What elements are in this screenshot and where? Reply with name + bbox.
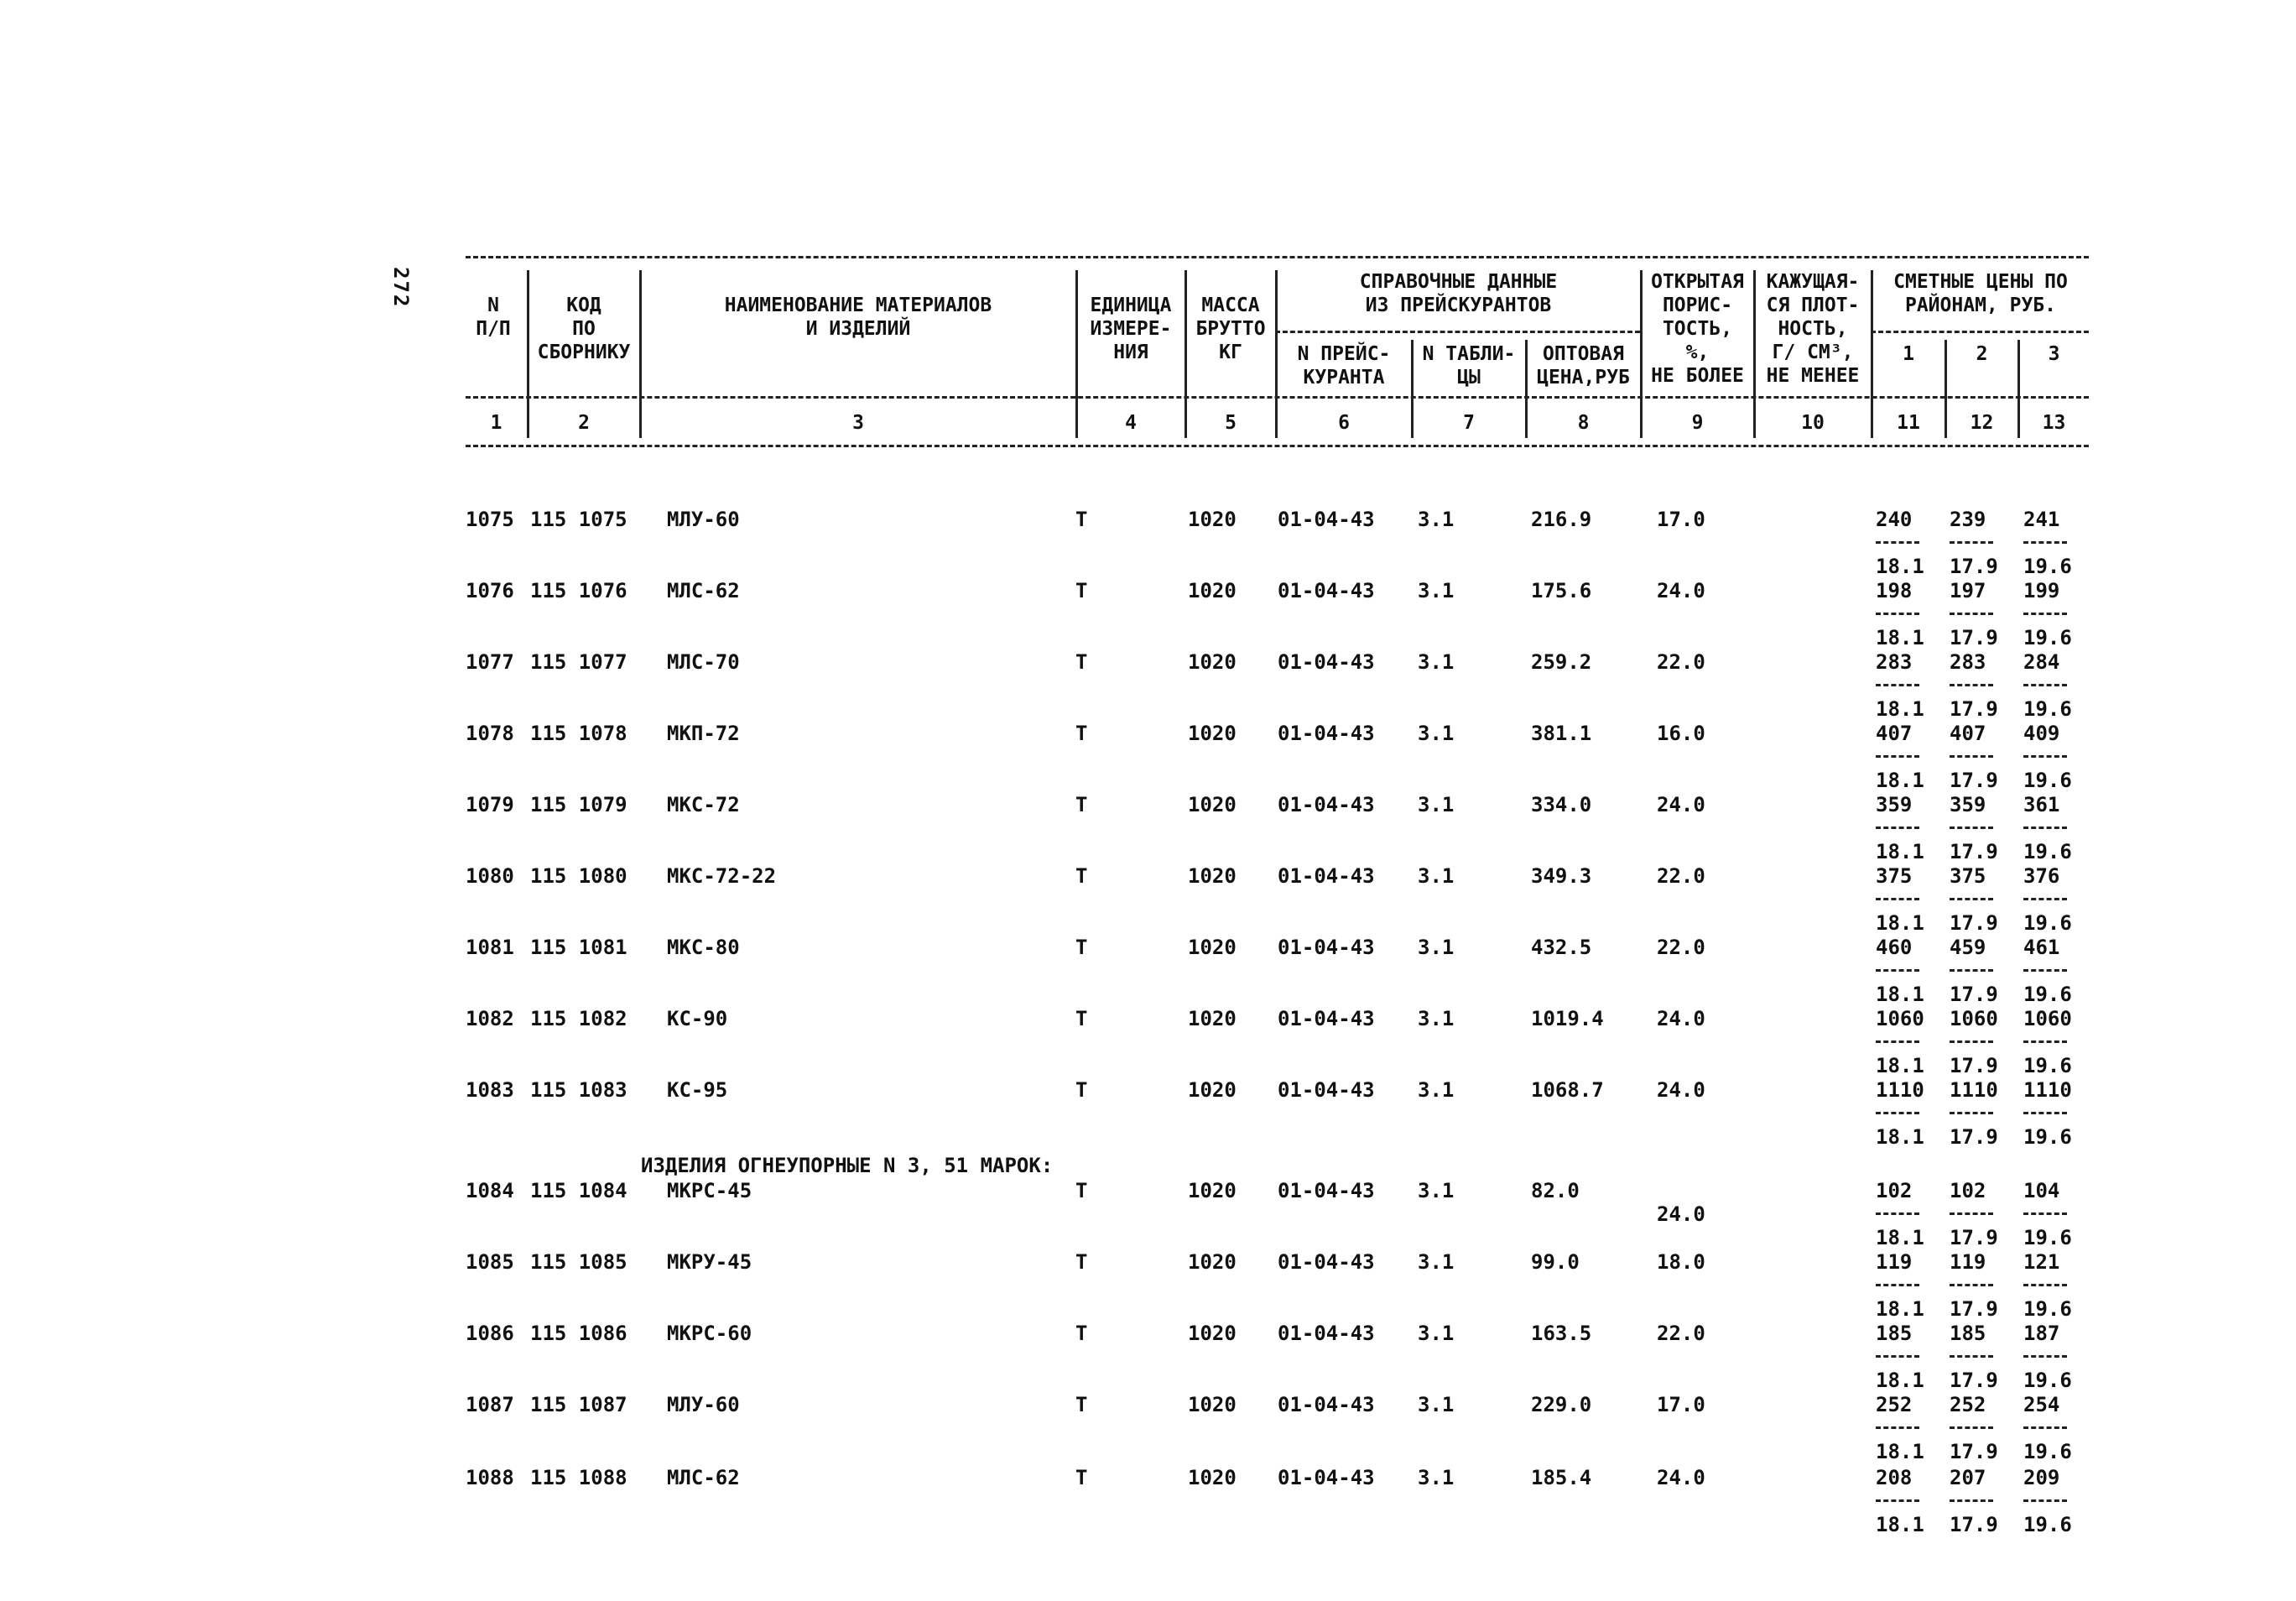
row-regional-price: 459 [1950,936,1986,959]
row-table-number: 3.1 [1418,1466,1455,1489]
header-bottom-rule [466,445,2089,447]
row-price-list: 01-04-43 [1278,1393,1375,1416]
row-regional-price: 240 [1876,508,1913,531]
header-name: НАИМЕНОВАНИЕ МАТЕРИАЛОВ И ИЗДЕЛИЙ [724,295,992,340]
row-porosity: 24.0 [1657,1078,1705,1102]
fraction-bar [1876,684,1919,686]
row-number: 1077 [466,650,514,674]
row-regional-price: 252 [1950,1393,1986,1416]
row-regional-coefficient: 17.9 [1950,697,1998,721]
row-regional-price: 1110 [2023,1078,2072,1102]
row-code: 115 1087 [530,1393,627,1416]
row-regional-price: 119 [1950,1250,1986,1274]
row-name: МЛУ-60 [667,508,740,531]
header-porosity: ОТКРЫТАЯ ПОРИС- ТОСТЬ, %, НЕ БОЛЕЕ [1651,271,1744,387]
row-regional-coefficient: 19.6 [2023,1226,2072,1249]
row-regional-coefficient: 18.1 [1876,769,1924,792]
row-regional-price: 407 [1950,722,1986,745]
column-number: 8 [1577,412,1590,434]
row-code: 115 1082 [530,1007,627,1030]
row-number: 1087 [466,1393,514,1416]
column-number: 10 [1801,412,1825,434]
fraction-bar [1950,1499,1993,1502]
fraction-bar [1950,1212,1993,1215]
row-name: МЛС-70 [667,650,740,674]
row-number: 1075 [466,508,514,531]
row-wholesale: 1019.4 [1531,1007,1604,1030]
row-regional-price: 375 [1950,864,1986,888]
row-regional-price: 119 [1876,1250,1913,1274]
group-heading: ИЗДЕЛИЯ ОГНЕУПОРНЫЕ N 3, 51 МАРОК: [641,1154,1054,1177]
fraction-bar [1876,1040,1919,1043]
header-table-number: N ТАБЛИ- ЦЫ [1422,343,1516,389]
row-wholesale: 163.5 [1531,1322,1592,1345]
row-regional-coefficient: 18.1 [1876,840,1924,863]
row-table-number: 3.1 [1418,1078,1455,1102]
fraction-bar [1876,613,1919,615]
fraction-bar [1876,1212,1919,1215]
row-regional-price: 121 [2023,1250,2060,1274]
row-wholesale: 82.0 [1531,1179,1580,1202]
row-regional-price: 209 [2023,1466,2060,1489]
column-number: 1 [490,412,502,434]
row-unit: Т [1075,1078,1088,1102]
row-mass: 1020 [1188,1179,1237,1202]
row-code: 115 1077 [530,650,627,674]
row-porosity: 24.0 [1657,1466,1705,1489]
row-regional-coefficient: 19.6 [2023,983,2072,1006]
row-code: 115 1079 [530,793,627,816]
row-regional-price: 207 [1950,1466,1986,1489]
row-code: 115 1083 [530,1078,627,1102]
row-regional-coefficient: 18.1 [1876,1226,1924,1249]
row-wholesale: 1068.7 [1531,1078,1604,1102]
column-number: 7 [1463,412,1475,434]
row-name: МЛС-62 [667,1466,740,1489]
row-regional-price: 185 [1876,1322,1913,1345]
row-code: 115 1078 [530,722,627,745]
row-mass: 1020 [1188,508,1237,531]
row-name: МКС-72-22 [667,864,777,888]
row-regional-coefficient: 18.1 [1876,1125,1924,1149]
row-code: 115 1081 [530,936,627,959]
row-regional-price: 199 [2023,579,2060,602]
row-name: МКРС-45 [667,1179,752,1202]
fraction-bar [1950,755,1993,758]
row-regional-coefficient: 18.1 [1876,626,1924,649]
header-row-number: N П/П [476,295,511,340]
header-region-1: 1 [1903,343,1914,365]
row-code: 115 1084 [530,1179,627,1202]
row-regional-price: 198 [1876,579,1913,602]
row-table-number: 3.1 [1418,579,1455,602]
column-number: 13 [2042,412,2066,434]
row-regional-price: 283 [1876,650,1913,674]
header-price-list: N ПРЕЙС- КУРАНТА [1297,343,1391,389]
row-regional-price: 361 [2023,793,2060,816]
row-regional-coefficient: 17.9 [1950,626,1998,649]
fraction-bar [2023,1426,2067,1429]
row-regional-coefficient: 19.6 [2023,697,2072,721]
header-code: КОД ПО СБОРНИКУ [537,295,631,363]
row-regional-coefficient: 19.6 [2023,1513,2072,1536]
row-regional-price: 187 [2023,1322,2060,1345]
fraction-bar [2023,1112,2067,1114]
row-porosity: 17.0 [1657,508,1705,531]
row-porosity: 22.0 [1657,864,1705,888]
fraction-bar [1876,1112,1919,1114]
row-unit: Т [1075,936,1088,959]
fraction-bar [1950,827,1993,829]
row-mass: 1020 [1188,650,1237,674]
row-regional-coefficient: 17.9 [1950,1054,1998,1077]
row-unit: Т [1075,1466,1088,1489]
row-name: МКП-72 [667,722,740,745]
header-region-3: 3 [2048,343,2060,365]
row-regional-price: 376 [2023,864,2060,888]
row-mass: 1020 [1188,1078,1237,1102]
row-wholesale: 175.6 [1531,579,1592,602]
row-porosity: 24.0 [1657,1202,1705,1226]
row-regional-coefficient: 19.6 [2023,911,2072,935]
header-ref-group: СПРАВОЧНЫЕ ДАННЫЕ ИЗ ПРЕЙСКУРАНТОВ [1359,271,1558,316]
row-porosity: 24.0 [1657,1007,1705,1030]
row-table-number: 3.1 [1418,650,1455,674]
row-mass: 1020 [1188,1322,1237,1345]
fraction-bar [2023,1355,2067,1358]
row-number: 1081 [466,936,514,959]
header-density: КАЖУЩАЯ- СЯ ПЛОТ- НОСТЬ, Г/ СМ³, НЕ МЕНЕЕ [1766,271,1860,387]
fraction-bar [1950,1426,1993,1429]
fraction-bar [1876,1426,1919,1429]
row-code: 115 1085 [530,1250,627,1274]
row-price-list: 01-04-43 [1278,508,1375,531]
fraction-bar [2023,827,2067,829]
fraction-bar [2023,613,2067,615]
row-regional-coefficient: 17.9 [1950,1297,1998,1321]
row-regional-price: 102 [1876,1179,1913,1202]
row-wholesale: 185.4 [1531,1466,1592,1489]
row-mass: 1020 [1188,936,1237,959]
row-name: КС-90 [667,1007,728,1030]
header-unit: ЕДИНИЦА ИЗМЕРЕ- НИЯ [1090,295,1172,363]
row-regional-price: 460 [1876,936,1913,959]
row-name: МЛС-62 [667,579,740,602]
row-regional-price: 1110 [1950,1078,1998,1102]
row-number: 1084 [466,1179,514,1202]
row-regional-price: 1060 [1876,1007,1924,1030]
row-regional-price: 254 [2023,1393,2060,1416]
column-number: 4 [1125,412,1137,434]
fraction-bar [1876,969,1919,972]
row-unit: Т [1075,1007,1088,1030]
row-regional-price: 359 [1950,793,1986,816]
row-regional-coefficient: 19.6 [2023,769,2072,792]
page-number: 272 [389,267,413,309]
row-table-number: 3.1 [1418,936,1455,959]
row-table-number: 3.1 [1418,722,1455,745]
row-regional-coefficient: 19.6 [2023,555,2072,578]
row-table-number: 3.1 [1418,508,1455,531]
row-price-list: 01-04-43 [1278,1466,1375,1489]
row-regional-price: 375 [1876,864,1913,888]
row-regional-coefficient: 19.6 [2023,626,2072,649]
fraction-bar [1876,1355,1919,1358]
row-regional-price: 185 [1950,1322,1986,1345]
fraction-bar [1876,755,1919,758]
row-number: 1080 [466,864,514,888]
row-code: 115 1075 [530,508,627,531]
row-regional-price: 252 [1876,1393,1913,1416]
row-number: 1086 [466,1322,514,1345]
column-number: 6 [1338,412,1350,434]
row-regional-coefficient: 17.9 [1950,840,1998,863]
fraction-bar [2023,1284,2067,1286]
row-regional-coefficient: 19.6 [2023,1440,2072,1463]
fraction-bar [1950,898,1993,900]
row-regional-price: 409 [2023,722,2060,745]
row-wholesale: 99.0 [1531,1250,1580,1274]
fraction-bar [2023,684,2067,686]
row-name: КС-95 [667,1078,728,1102]
row-unit: Т [1075,793,1088,816]
row-regional-coefficient: 17.9 [1950,983,1998,1006]
row-regional-coefficient: 17.9 [1950,1440,1998,1463]
row-regional-price: 102 [1950,1179,1986,1202]
fraction-bar [1876,1284,1919,1286]
header-top-rule [466,256,2089,258]
row-wholesale: 334.0 [1531,793,1592,816]
row-porosity: 22.0 [1657,936,1705,959]
fraction-bar [1950,684,1993,686]
row-price-list: 01-04-43 [1278,1179,1375,1202]
row-table-number: 3.1 [1418,864,1455,888]
row-table-number: 3.1 [1418,1179,1455,1202]
row-unit: Т [1075,508,1088,531]
row-unit: Т [1075,1393,1088,1416]
row-code: 115 1076 [530,579,627,602]
column-number: 11 [1897,412,1920,434]
row-price-list: 01-04-43 [1278,1078,1375,1102]
fraction-bar [1876,1499,1919,1502]
row-name: МКС-72 [667,793,740,816]
row-regional-price: 407 [1876,722,1913,745]
row-wholesale: 381.1 [1531,722,1592,745]
row-mass: 1020 [1188,1007,1237,1030]
header-mass: МАССА БРУТТО КГ [1195,295,1266,363]
fraction-bar [2023,898,2067,900]
row-price-list: 01-04-43 [1278,650,1375,674]
column-number: 9 [1691,412,1704,434]
fraction-bar [1950,541,1993,544]
row-table-number: 3.1 [1418,1250,1455,1274]
fraction-bar [1950,1040,1993,1043]
row-regional-coefficient: 17.9 [1950,1513,1998,1536]
row-wholesale: 349.3 [1531,864,1592,888]
row-price-list: 01-04-43 [1278,579,1375,602]
fraction-bar [2023,1499,2067,1502]
row-unit: Т [1075,1322,1088,1345]
row-unit: Т [1075,1179,1088,1202]
row-name: МКРУ-45 [667,1250,752,1274]
row-code: 115 1086 [530,1322,627,1345]
row-regional-coefficient: 19.6 [2023,1125,2072,1149]
price-group-rule [1871,331,2089,333]
row-unit: Т [1075,864,1088,888]
ref-group-rule [1275,331,1640,333]
row-regional-coefficient: 18.1 [1876,697,1924,721]
row-wholesale: 432.5 [1531,936,1592,959]
row-name: МКС-80 [667,936,740,959]
row-mass: 1020 [1188,1393,1237,1416]
row-regional-price: 239 [1950,508,1986,531]
row-regional-price: 1060 [2023,1007,2072,1030]
column-number: 2 [578,412,590,434]
fraction-bar [1876,541,1919,544]
header-price-group: СМЕТНЫЕ ЦЕНЫ ПО РАЙОНАМ, РУБ. [1893,271,2068,316]
fraction-bar [1950,613,1993,615]
row-regional-price: 197 [1950,579,1986,602]
row-regional-coefficient: 18.1 [1876,983,1924,1006]
row-porosity: 18.0 [1657,1250,1705,1274]
row-unit: Т [1075,650,1088,674]
row-price-list: 01-04-43 [1278,722,1375,745]
fraction-bar [1950,1112,1993,1114]
row-table-number: 3.1 [1418,1322,1455,1345]
row-table-number: 3.1 [1418,1007,1455,1030]
row-regional-coefficient: 18.1 [1876,555,1924,578]
row-regional-coefficient: 19.6 [2023,1054,2072,1077]
fraction-bar [2023,969,2067,972]
row-mass: 1020 [1188,793,1237,816]
row-regional-coefficient: 19.6 [2023,1369,2072,1392]
row-number: 1078 [466,722,514,745]
header-wholesale: ОПТОВАЯ ЦЕНА,РУБ [1537,343,1630,389]
row-name: МКРС-60 [667,1322,752,1345]
row-number: 1082 [466,1007,514,1030]
row-mass: 1020 [1188,1250,1237,1274]
row-unit: Т [1075,1250,1088,1274]
row-wholesale: 229.0 [1531,1393,1592,1416]
fraction-bar [2023,1212,2067,1215]
row-code: 115 1080 [530,864,627,888]
row-regional-price: 359 [1876,793,1913,816]
fraction-bar [1950,969,1993,972]
row-regional-coefficient: 18.1 [1876,1369,1924,1392]
header-region-2: 2 [1976,343,1988,365]
fraction-bar [1950,1284,1993,1286]
row-regional-coefficient: 18.1 [1876,911,1924,935]
row-price-list: 01-04-43 [1278,1007,1375,1030]
row-porosity: 22.0 [1657,1322,1705,1345]
row-price-list: 01-04-43 [1278,1322,1375,1345]
row-regional-price: 208 [1876,1466,1913,1489]
row-mass: 1020 [1188,864,1237,888]
fraction-bar [1950,1355,1993,1358]
row-regional-coefficient: 19.6 [2023,840,2072,863]
row-price-list: 01-04-43 [1278,864,1375,888]
row-mass: 1020 [1188,1466,1237,1489]
fraction-bar [2023,1040,2067,1043]
row-number: 1088 [466,1466,514,1489]
row-price-list: 01-04-43 [1278,936,1375,959]
row-regional-coefficient: 18.1 [1876,1297,1924,1321]
row-regional-price: 1110 [1876,1078,1924,1102]
row-wholesale: 259.2 [1531,650,1592,674]
row-regional-price: 241 [2023,508,2060,531]
row-regional-price: 283 [1950,650,1986,674]
row-number: 1076 [466,579,514,602]
row-regional-price: 284 [2023,650,2060,674]
row-table-number: 3.1 [1418,1393,1455,1416]
column-number: 3 [852,412,864,434]
row-wholesale: 216.9 [1531,508,1592,531]
row-porosity: 24.0 [1657,579,1705,602]
row-regional-coefficient: 17.9 [1950,1125,1998,1149]
row-number: 1079 [466,793,514,816]
row-regional-price: 1060 [1950,1007,1998,1030]
row-mass: 1020 [1188,722,1237,745]
row-regional-coefficient: 18.1 [1876,1054,1924,1077]
row-regional-coefficient: 19.6 [2023,1297,2072,1321]
row-regional-coefficient: 17.9 [1950,1226,1998,1249]
row-porosity: 22.0 [1657,650,1705,674]
row-price-list: 01-04-43 [1278,793,1375,816]
fraction-bar [2023,755,2067,758]
row-porosity: 16.0 [1657,722,1705,745]
row-mass: 1020 [1188,579,1237,602]
column-number: 12 [1970,412,1994,434]
row-number: 1085 [466,1250,514,1274]
column-number: 5 [1225,412,1237,434]
row-unit: Т [1075,579,1088,602]
row-regional-coefficient: 18.1 [1876,1513,1924,1536]
row-porosity: 24.0 [1657,793,1705,816]
fraction-bar [1876,898,1919,900]
row-table-number: 3.1 [1418,793,1455,816]
row-regional-price: 104 [2023,1179,2060,1202]
row-name: МЛУ-60 [667,1393,740,1416]
row-regional-coefficient: 17.9 [1950,555,1998,578]
row-number: 1083 [466,1078,514,1102]
row-regional-coefficient: 17.9 [1950,911,1998,935]
row-regional-coefficient: 18.1 [1876,1440,1924,1463]
fraction-bar [2023,541,2067,544]
row-regional-coefficient: 17.9 [1950,1369,1998,1392]
row-porosity: 17.0 [1657,1393,1705,1416]
row-unit: Т [1075,722,1088,745]
row-regional-coefficient: 17.9 [1950,769,1998,792]
fraction-bar [1876,827,1919,829]
row-code: 115 1088 [530,1466,627,1489]
row-regional-price: 461 [2023,936,2060,959]
row-price-list: 01-04-43 [1278,1250,1375,1274]
